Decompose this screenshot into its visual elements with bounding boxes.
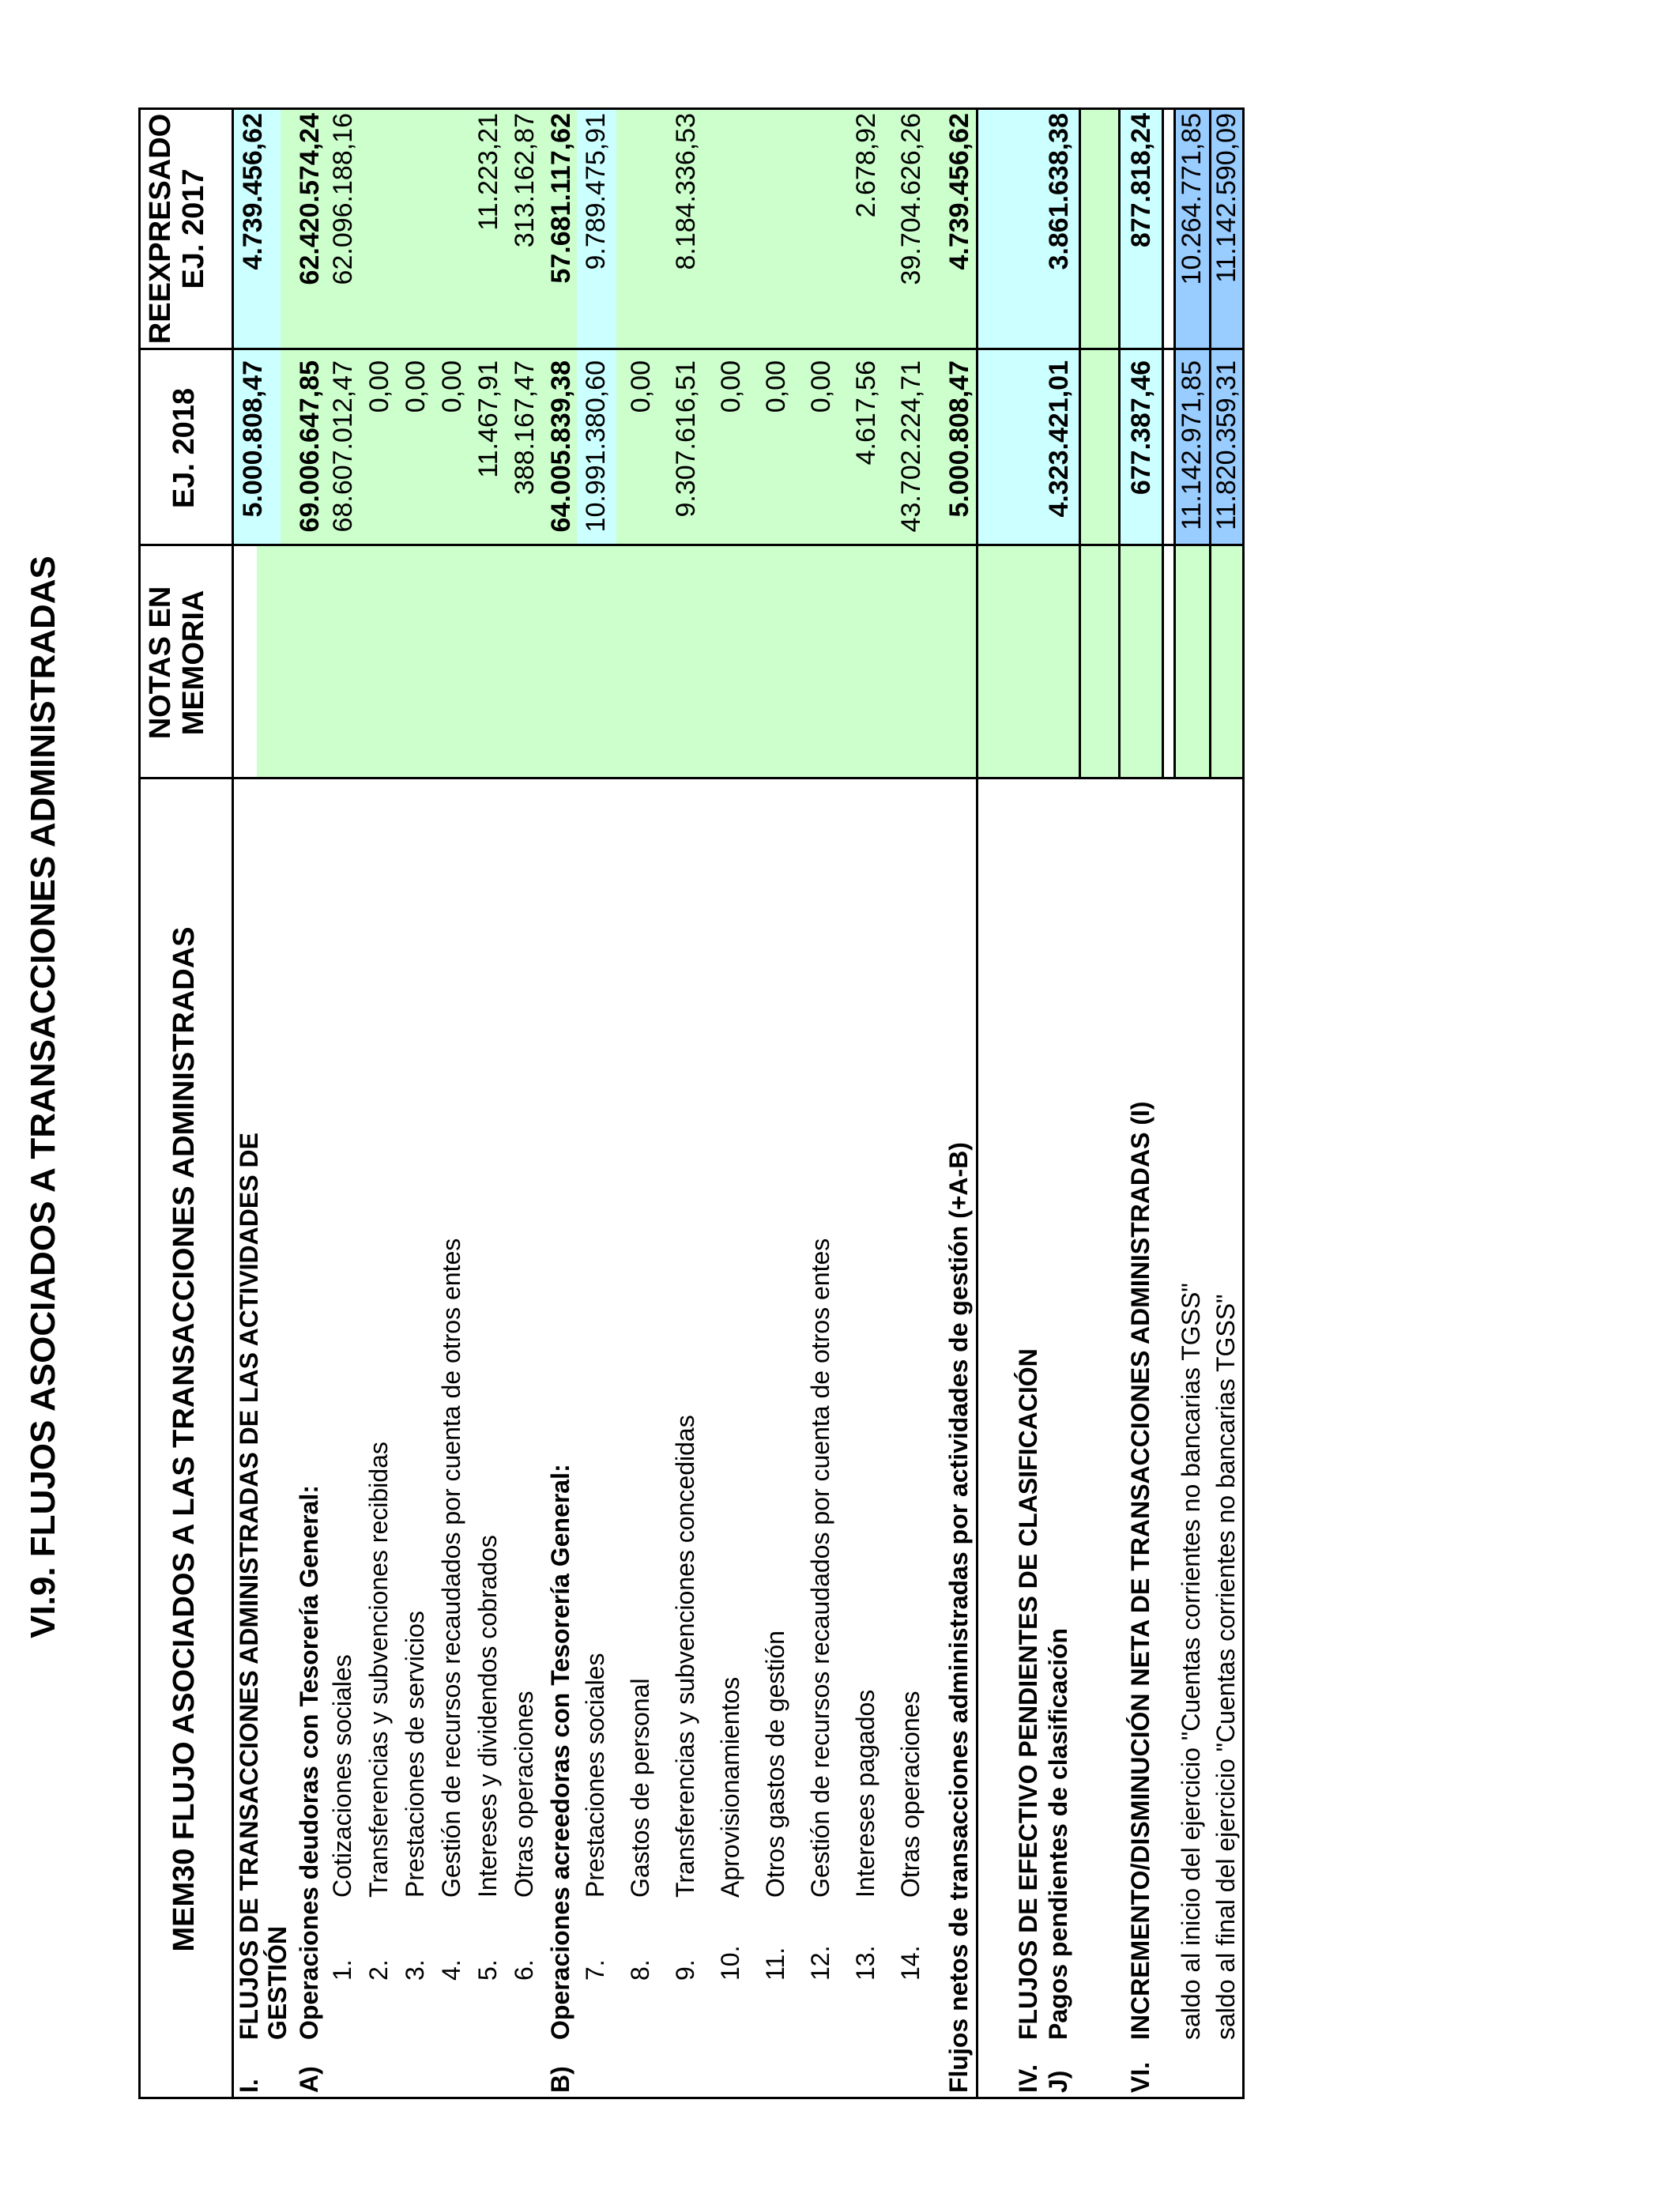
line-item-2018: 43.702.224,71 <box>896 360 926 533</box>
line-item-2018: 11.467,91 <box>473 360 503 478</box>
line-item-2018: 0,00 <box>716 360 746 413</box>
line-item-2017: 9.789.475,91 <box>581 113 611 270</box>
line-item-2018: 0,00 <box>806 360 836 413</box>
saldo-final-2018: 11.820.359,31 <box>1211 360 1241 530</box>
saldo-inicio-2018: 11.142.971,85 <box>1177 360 1207 530</box>
header-main: MEM30 FLUJO ASOCIADOS A LAS TRANSACCIONES ADMINISTRADAS <box>168 926 201 1952</box>
line-item-2018: 0,00 <box>626 360 656 413</box>
line-item-2018: 0,00 <box>401 360 431 413</box>
section-vi-2017: 877.818,24 <box>1126 113 1156 248</box>
line-item-2017: 11.223,21 <box>473 113 503 231</box>
header-2017: REEXPRESADO EJ. 2017 <box>144 113 210 345</box>
header-2018: EJ. 2018 <box>168 387 201 509</box>
section-i-2017: 4.739.456,62 <box>238 113 268 270</box>
line-item-2018: 68.607.012,47 <box>328 360 358 533</box>
cash-flow-table: MEM30 FLUJO ASOCIADOS A LAS TRANSACCIONES ADMINISTRADAS NOTAS EN MEMORIA EJ. 2018 REEXPRESADO EJ. 2017 I. FLUJOS DE TRANSACCIONES ADMINISTRADAS DE LAS ACTIVIDADES DE GESTIÓN 5.000.808,47 4.739.456,62 A) Operaciones deudoras con Tesorería General: 69.006.647,85 62.420.574,24 1. Cotizaciones sociales 68.607.012,47 62.096.188,16 2. Transferencias y subvenciones recibidas 0,00 3. Prestaciones de servicios 0,00 4. Gestión de recursos recaudados por cuenta de otros entes 0,00 5. Intereses y dividendos cobrados 11.467,91 11.223,21 6. Otras operaciones 388.167,47 313.162,87 B) Operaciones acreedoras con Tesorería General: 64.005.839,38 57.681.117,62 7. Prestaciones sociales 10.991.380,60 9.789.475,91 8. Gastos de personal 0,00 9. Transferencias y subvenciones concedidas 9.307.616,51 8.184.336,53 10. Aprovisionamientos 0,00 11. Otros gastos de gestión 0,00 12. Gestión de recursos recaudados por cuenta de otros entes 0,00 13. Intereses pagados 4.617,56 2.678,92 14. Otras operaciones 43.702.224,71 39.704.626,26 Flujos netos de transacciones administradas por actividades de gestión (+A-B) 5.000.808,47 4.739.456,62 IV. FLUJOS DE EFECTIVO PENDIENTES DE CLASIFICACIÓN J) Pagos pendientes de clasificación 4.323.421,01 3.861.638,38 VI. INCREMENTO/DISMINUCIÓN NETA DE TRANSACCIONES ADMINISTRADAS (I) 677.387,46 877.818,24 saldo al inicio del ejercicio "Cuentas corrientes no bancarias TGSS" 11.142.971,85 10.264.771,85 saldo al final del ejercicio "Cuentas corrientes no bancarias TGSS" 11.820.359,31 11.142.590,09 <box>138 107 1245 2099</box>
line-item-2018: 0,00 <box>761 360 791 413</box>
page-title: VI.9. FLUJOS ASOCIADOS A TRANSACCIONES ADMINISTRADAS <box>24 556 62 1638</box>
line-item-2017: 313.162,87 <box>510 113 540 248</box>
saldo-inicio-2017: 10.264.771,85 <box>1177 113 1207 285</box>
section-b-2017: 57.681.117,62 <box>546 113 576 284</box>
header-notas: NOTAS EN MEMORIA <box>144 586 210 740</box>
saldo-final-2017: 11.142.590,09 <box>1211 113 1241 283</box>
section-i-2018: 5.000.808,47 <box>238 360 268 518</box>
line-item-2017: 62.096.188,16 <box>328 113 358 285</box>
flujos-netos-2018: 5.000.808,47 <box>944 360 974 518</box>
line-item-2018: 10.991.380,60 <box>581 360 611 533</box>
line-item-2018: 0,00 <box>364 360 394 413</box>
line-item-2017: 39.704.626,26 <box>896 113 926 285</box>
line-item-2017: 2.678,92 <box>851 113 881 218</box>
section-iv-2018: 4.323.421,01 <box>1044 360 1074 518</box>
line-item-2017: 8.184.336,53 <box>671 113 701 270</box>
section-iv-2017: 3.861.638,38 <box>1044 113 1074 270</box>
line-item-2018: 4.617,56 <box>851 360 881 466</box>
line-item-2018: 9.307.616,51 <box>671 360 701 518</box>
section-a-2017: 62.420.574,24 <box>295 113 325 285</box>
section-a-2018: 69.006.647,85 <box>295 360 325 533</box>
section-b-2018: 64.005.839,38 <box>546 360 576 533</box>
section-vi-2018: 677.387,46 <box>1126 360 1156 496</box>
line-item-2018: 0,00 <box>437 360 467 413</box>
flujos-netos-2017: 4.739.456,62 <box>944 113 974 270</box>
line-item-2018: 388.167,47 <box>510 360 540 496</box>
